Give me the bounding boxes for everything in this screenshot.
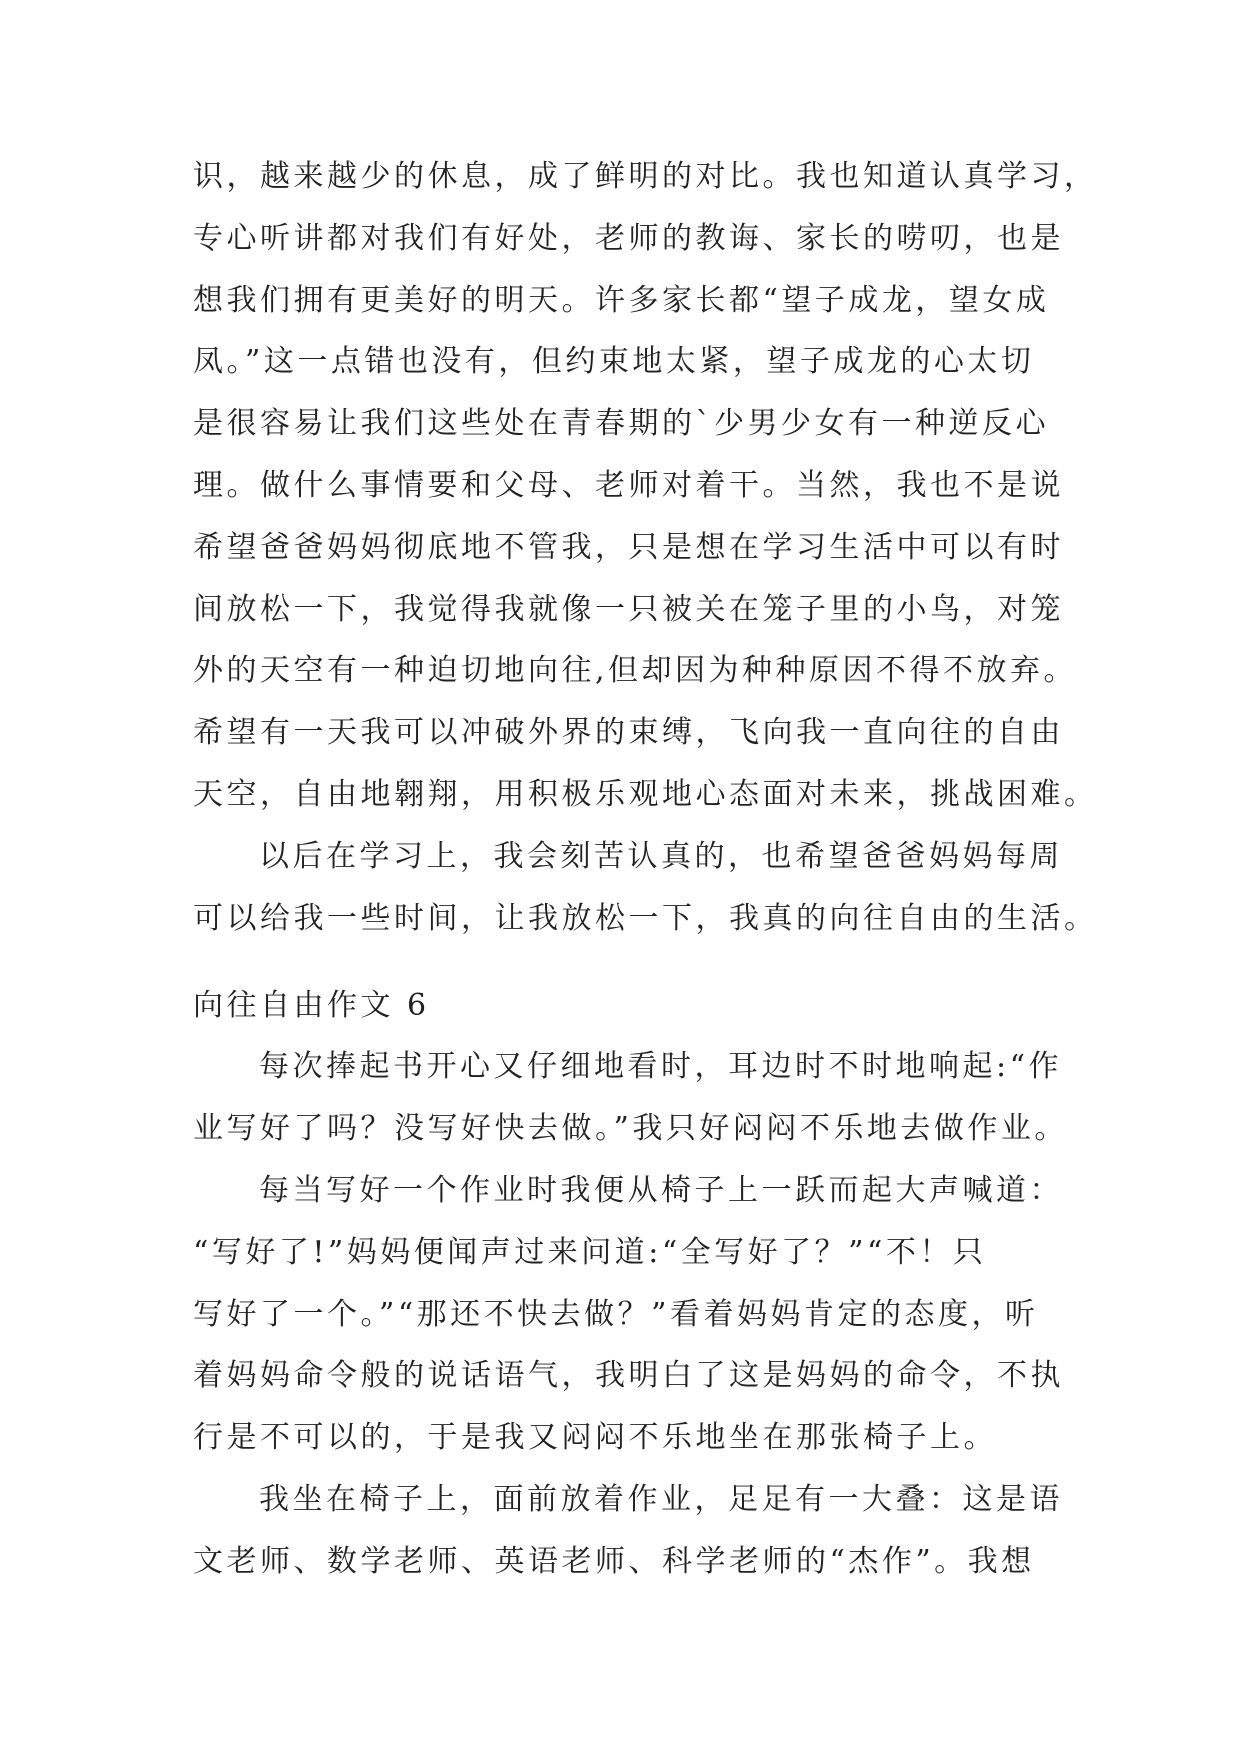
paragraph: [193, 1469, 1073, 1593]
text-line: 识，越来越少的休息，成了鲜明的对比。我也知道认真学习，: [193, 159, 1098, 194]
text-line: 间放松一下，我觉得我就像一只被关在笼子里的小鸟，对笼: [193, 591, 1064, 627]
text-line: 文老师、数学老师、英语老师、科学老师的“杰作”。我想: [193, 1543, 1035, 1579]
text-line: 天空，自由地翱翔，用积极乐观地心态面对未来，挑战困难。: [193, 776, 1098, 812]
text-line: 着妈妈命令般的说话语气，我明白了这是妈妈的命令，不执: [193, 1358, 1064, 1394]
text-line: 以后在学习上，我会刻苦认真的，也希望爸爸妈妈每周: [259, 839, 1063, 874]
text-line: 外的天空有一种迫切地向往,但却因为种种原因不得不放弃。: [193, 653, 1078, 689]
text-line: 专心听讲都对我们有好处，老师的教诲、家长的唠叨，也是: [193, 220, 1064, 256]
paragraph-continued: [193, 146, 1098, 826]
paragraph: [193, 1160, 1073, 1469]
text-line: 每次捧起书开心又仔细地看时，耳边时不时地响起:“作: [259, 1049, 1062, 1084]
text-line: 凤。”这一点错也没有，但约束地太紧，望子成龙的心太切: [193, 344, 1035, 380]
text-line: 理。做什么事情要和父母、老师对着干。当然，我也不是说: [193, 467, 1064, 503]
text-line: 希望爸爸妈妈彻底地不管我，只是想在学习生活中可以有时: [193, 529, 1064, 565]
text-line: 每当写好一个作业时我便从椅子上一跃而起大声喊道：: [259, 1173, 1063, 1208]
text-line: 希望有一天我可以冲破外界的束缚，飞向我一直向往的自由: [193, 715, 1064, 751]
text-line: 业写好了吗？没写好快去做。”我只好闷闷不乐地去做作业。: [193, 1110, 1068, 1146]
section-title: 向往自由作文 6: [193, 988, 430, 1023]
paragraph: [193, 826, 1098, 950]
text-line: 想我们拥有更美好的明天。许多家长都“望子成龙，望女成: [193, 282, 1050, 318]
text-line: 是很容易让我们这些处在青春期的`少男少女有一种逆反心: [193, 406, 1049, 442]
text-line: “写好了!”妈妈便闻声过来问道:“全写好了？”“不！只: [193, 1234, 987, 1270]
text-line: 行是不可以的，于是我又闷闷不乐地坐在那张椅子上。: [193, 1420, 997, 1456]
paragraph: [193, 1036, 1073, 1160]
text-line: 可以给我一些时间，让我放松一下，我真的向往自由的生活。: [193, 900, 1098, 936]
text-line: 我坐在椅子上，面前放着作业，足足有一大叠：这是语: [259, 1482, 1063, 1517]
text-line: 写好了一个。”“那还不快去做？”看着妈妈肯定的态度，听: [193, 1296, 1039, 1332]
